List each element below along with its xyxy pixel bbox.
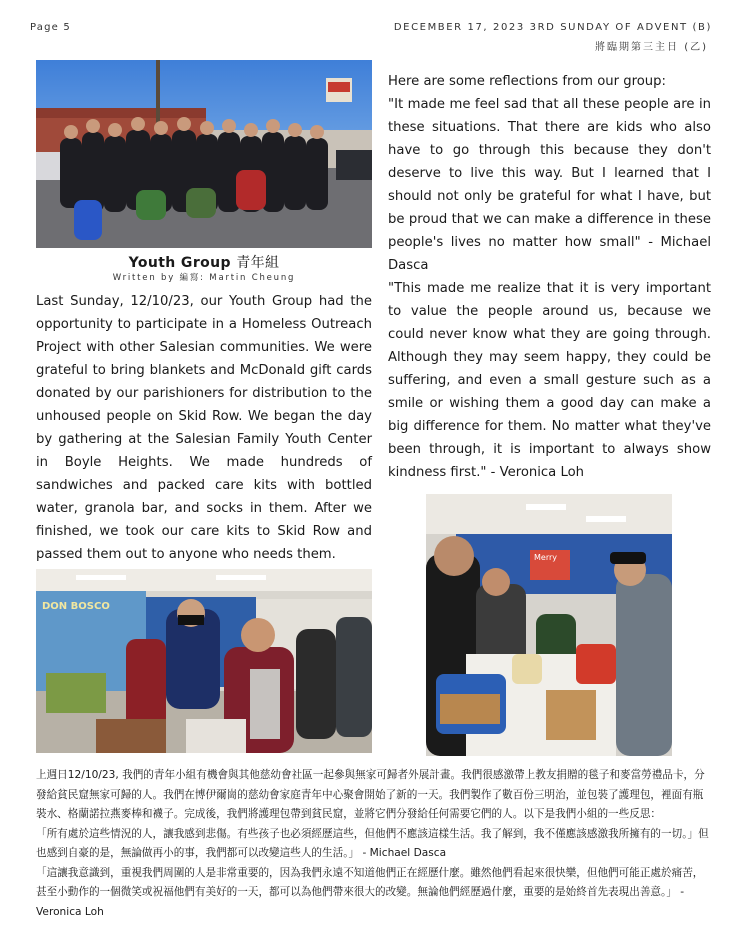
byline: Written by 編寫: Martin Cheung — [112, 273, 296, 283]
article-paragraph: Last Sunday, 12/10/23, our Youth Group had the opportunity to participate in a Homeless Outreach Project with other Salesian communities. We were grateful to bring blankets and McDonald gift cards donated by our parishioners for distribution to the unhoused people on Skid Row. We began the day by gathering at the Salesian Family Youth Center in Boyle Heights. We made hundreds of sandwiches and packed care kits with bottled water, granola bar, and socks in them. After we finished, we took our care kits to Skid Row and passed them out to anyone who needs them. — [36, 294, 372, 562]
reflection-veronica: "This made me realize that it is very important to value the people around us, because we could never know what they are going through. Although they may seem happy, they could be suffering, and even a small gesture such as a smile or wishing them a good day can make a big difference for them. No matter what they've been through, it is important to always show kindness first." - Veronica Loh — [388, 281, 711, 480]
section-title-english: Youth Group — [128, 255, 231, 271]
issue-date-chinese: 將臨期第三主日 (乙) — [595, 42, 708, 53]
reflections-intro: Here are some reflections from our group: — [388, 74, 666, 89]
wall-text: DON BOSCO — [42, 601, 110, 612]
youth-group-photo — [36, 60, 372, 248]
chinese-paragraph: 上週日12/10/23, 我們的青年小組有機會與其他慈幼會社區一起參與無家可歸者外展計畫。我們很感激帶上教友捐贈的毯子和麥當勞禮品卡，分發給貧民窟無家可歸的人。我們在博伊爾崗的慈幼會家庭青年中心聚會開始了新的一天。我們製作了數百份三明治，並包裝了護理包，裡面有瓶裝水、格蘭諾拉燕麥棒和襪子。完成後，我們將護理包帶到貧民窟，並將它們分發給任何需要它們的人。以下是我們小組的一些反思： — [36, 769, 705, 820]
issue-date: DECEMBER 17, 2023 3RD SUNDAY OF ADVENT (B) — [393, 22, 712, 33]
article-body-chinese — [36, 766, 710, 922]
chinese-reflection-veronica: 「這讓我意識到，重視我們周圍的人是非常重要的，因為我們永遠不知道他們正在經歷什麼。雖然他們看起來很快樂，但他們可能正處於痛苦，甚至小動作的一個微笑或祝福他們有美好的一天，都可以為他們帶來很大的改變。無論他們經歷過什麼，重要的是始終首先表現出善意。」 - Veronica Loh — [36, 866, 704, 918]
section-title-chinese: 青年組 — [236, 255, 280, 271]
page-number: Page 5 — [30, 22, 71, 33]
reflections-column — [388, 70, 711, 484]
section-title — [36, 252, 372, 272]
sandwich-making-photo — [36, 569, 372, 753]
care-kit-packing-photo — [426, 494, 672, 756]
chinese-reflection-michael: 「所有處於這些情況的人，讓我感到悲傷。有些孩子也必須經歷這些，但他們不應該這樣生活。我了解到，我不僅應該感激我所擁有的一切。」但也感到自豪的是，無論做再小的事，我們都可以改變這些人的生活。」 - Michael Dasca — [36, 827, 709, 859]
reflection-michael: "It made me feel sad that all these people are in these situations. That there are kids who also have to go through this because they don't deserve to live this way. But I learned that I should not only be grateful for what I have, but be proud that we can make a difference in these people's lives no matter how small" - Michael Dasca — [388, 97, 711, 273]
banner-text: Merry — [534, 553, 557, 562]
article-body-english — [36, 290, 372, 566]
